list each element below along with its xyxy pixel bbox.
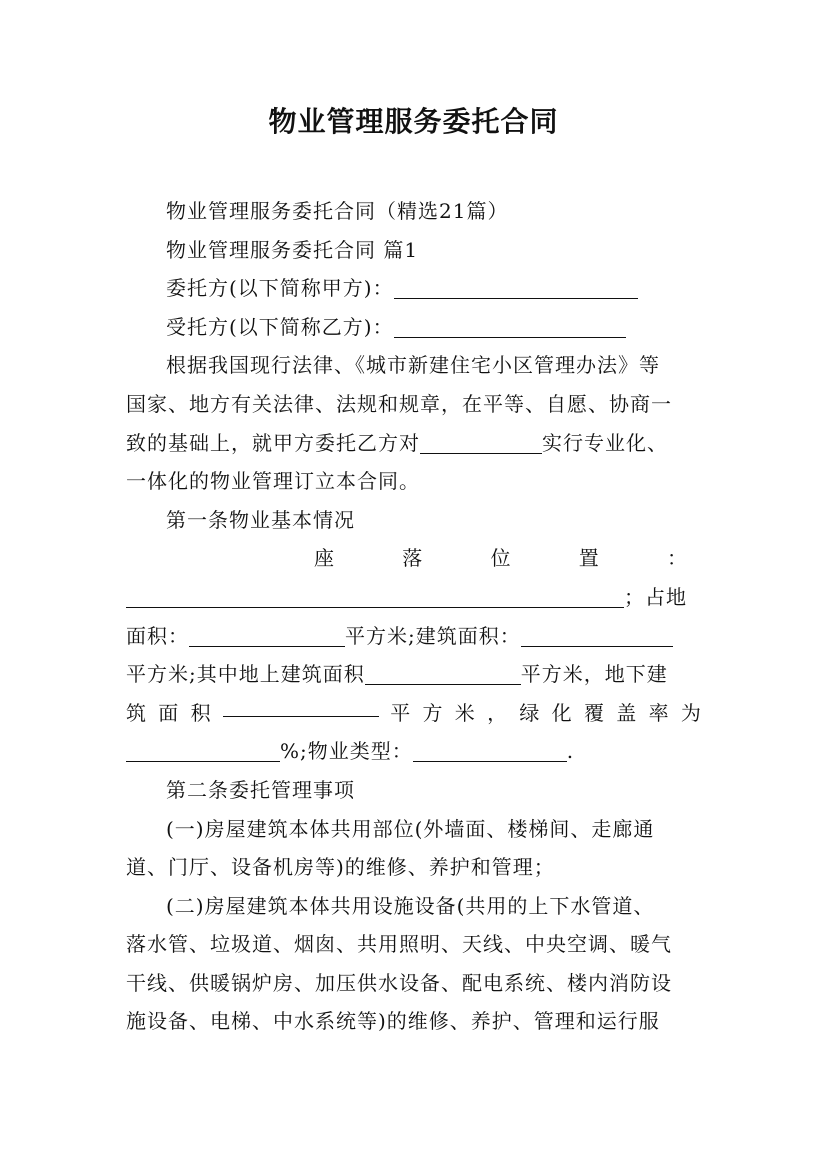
- location-char: 置: [578, 546, 600, 571]
- green-char: 平: [390, 700, 412, 725]
- underground-char: 筑: [126, 700, 147, 725]
- intro-line-3: [126, 424, 702, 463]
- intro-line-3b: 实行专业化、: [542, 430, 668, 455]
- green-char: 绿: [519, 700, 541, 725]
- area-line-2: [126, 655, 702, 694]
- client-name-blank[interactable]: [394, 276, 638, 299]
- underground-char: 积: [190, 700, 212, 725]
- location-char: 落: [402, 546, 424, 571]
- article-1-heading: 第一条物业基本情况: [166, 507, 355, 532]
- document-title: 物业管理服务委托合同: [268, 105, 559, 138]
- item-1-line-1: (一)房屋建筑本体共用部位(外墙面、楼梯间、走廊通: [166, 816, 655, 841]
- period: .: [566, 739, 575, 764]
- intro-line-4: 一体化的物业管理订立本合同。: [126, 469, 420, 494]
- above-ground-label: 平方米;其中地上建筑面积: [126, 662, 365, 687]
- green-char: 盖: [616, 700, 638, 725]
- above-ground-area-blank[interactable]: [365, 662, 521, 685]
- section-heading: 物业管理服务委托合同 篇1: [166, 237, 419, 262]
- item-2-line-3: 干线、供暖锅炉房、加压供水设备、配电系统、楼内消防设: [126, 970, 672, 995]
- item-2-line-2: 落水管、垃圾道、烟囱、共用照明、天线、中央空调、暖气: [126, 932, 672, 957]
- contractor-label: 受托方(以下简称乙方)：: [166, 314, 394, 339]
- underground-area-blank[interactable]: [223, 694, 379, 717]
- intro-line-1: 根据我国现行法律、《城市新建住宅小区管理办法》等: [166, 353, 660, 378]
- green-rate-blank[interactable]: [126, 739, 280, 762]
- land-area-label: 面积：: [126, 623, 189, 648]
- green-char: 覆: [583, 700, 605, 725]
- green-char: 米: [454, 700, 476, 725]
- property-type-label: %;物业类型：: [280, 739, 413, 764]
- client-line: [126, 269, 702, 308]
- building-area-label: 平方米;建筑面积：: [345, 623, 521, 648]
- item-2-line-4: 施设备、电梯、中水系统等)的维修、养护、管理和运行服: [126, 1009, 660, 1034]
- land-area-blank[interactable]: [189, 624, 345, 647]
- area-line-3: [126, 694, 702, 733]
- area-line-4: [126, 732, 702, 771]
- location-blank-line: [126, 578, 702, 617]
- location-blank[interactable]: [126, 585, 624, 608]
- article-2-heading: 第二条委托管理事项: [166, 777, 355, 802]
- client-label: 委托方(以下简称甲方)：: [166, 276, 394, 301]
- document-body: [126, 192, 702, 1041]
- green-char: 方: [422, 700, 444, 725]
- contractor-line: [126, 308, 702, 347]
- green-char: 化: [551, 700, 573, 725]
- underground-char: 面: [158, 700, 180, 725]
- property-name-blank[interactable]: [420, 431, 542, 454]
- location-char: ：: [667, 546, 688, 571]
- green-char: 为: [680, 700, 702, 725]
- building-area-blank[interactable]: [521, 624, 673, 647]
- underground-label: 平方米，地下建: [520, 662, 668, 687]
- contractor-name-blank[interactable]: [394, 315, 626, 338]
- intro-line-3a: 致的基础上，就甲方委托乙方对: [126, 430, 420, 455]
- location-char: 座: [314, 546, 335, 571]
- location-char: 位: [490, 546, 512, 571]
- green-char: 率: [648, 700, 670, 725]
- intro-line-2: 国家、地方有关法律、法规和规章，在平等、自愿、协商一: [126, 391, 672, 416]
- property-type-blank[interactable]: [413, 739, 567, 762]
- green-char: ，: [487, 700, 509, 725]
- location-label-line: [126, 539, 702, 578]
- subtitle: 物业管理服务委托合同（精选21篇）: [166, 199, 509, 223]
- land-area-suffix: ；占地: [624, 584, 687, 609]
- item-1-line-2: 道、门厅、设备机房等)的维修、养护和管理；: [126, 855, 555, 880]
- area-line-1: [126, 617, 702, 656]
- item-2-line-1: (二)房屋建筑本体共用设施设备(共用的上下水管道、: [166, 893, 655, 918]
